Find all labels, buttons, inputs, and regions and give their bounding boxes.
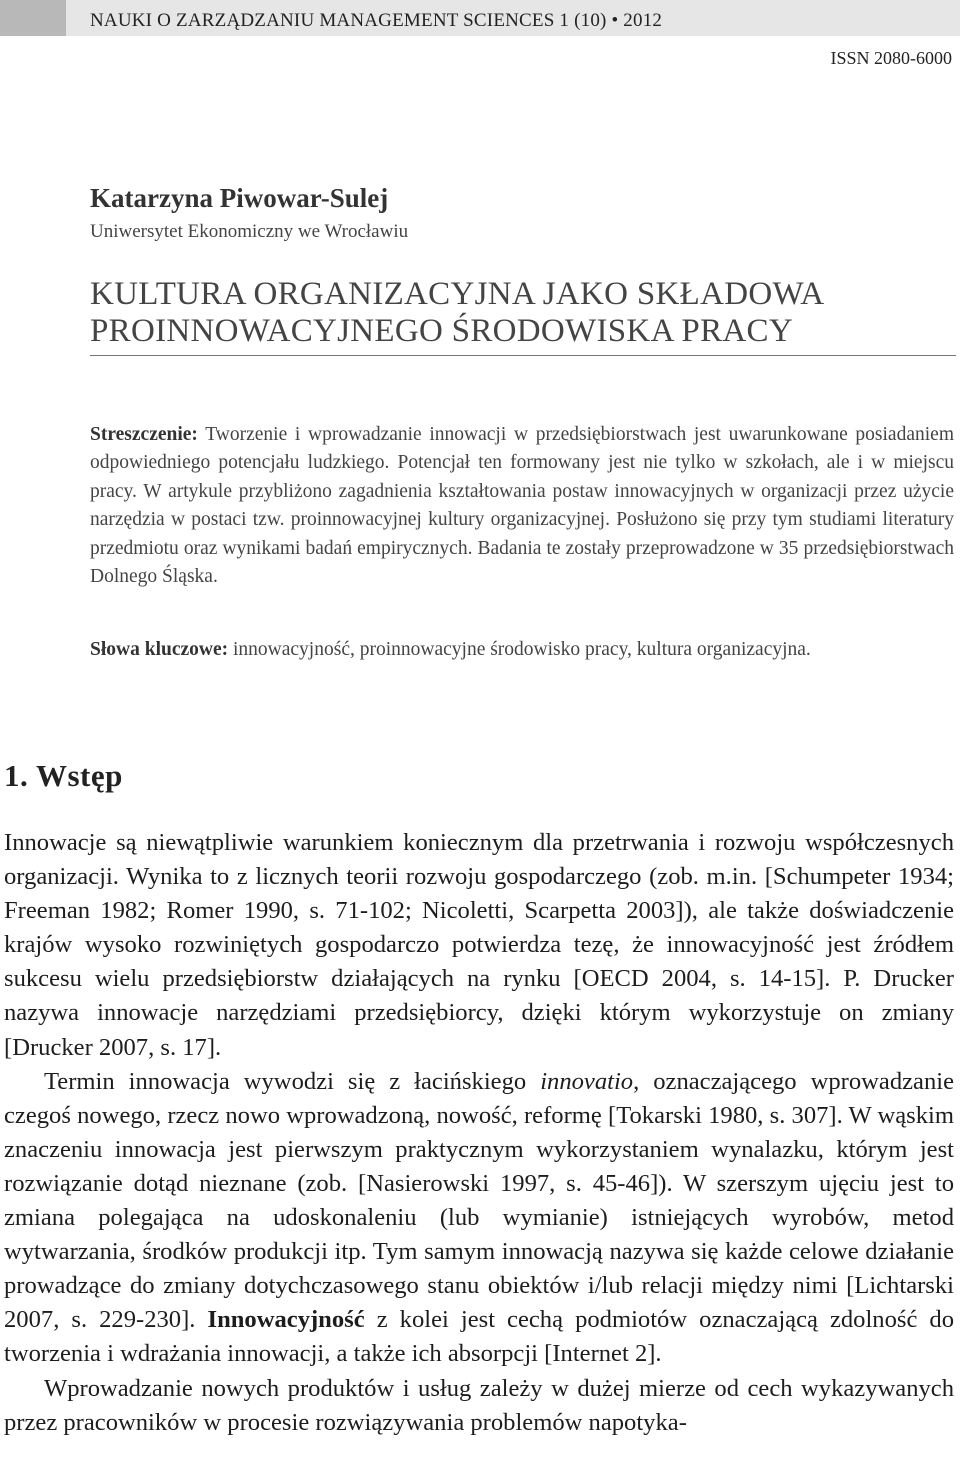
title-line-2: PROINNOWACYJNEGO ŚRODOWISKA PRACY [90,313,793,349]
article-title [90,276,950,350]
title-line-1: KULTURA ORGANIZACYJNA JAKO SKŁADOWA [90,276,825,312]
keywords-text: innowacyjność, proinnowacyjne środowisko pracy, kultura organizacyjna. [228,639,811,660]
section-heading: 1. Wstęp [4,758,123,793]
paragraph-2 [4,1065,954,1372]
p2-latin-term: innovatio [540,1067,634,1095]
author-affiliation: Uniwersytet Ekonomiczny we Wrocławiu [90,221,409,242]
author-name: Katarzyna Piwowar-Sulej [90,183,389,213]
p2-text-end: z kolei jest cechą podmiotów oznaczającą zdolność do tworzenia i wdrażania innowacji, a także ich absorpcji [Internet 2]. [4,1306,954,1368]
abstract [90,421,954,591]
abstract-text: Tworzenie i wprowadzanie innowacji w przedsiębiorstwach jest uwarunkowane posiadaniem odpowiedniego potencjału ludzkiego. Potencjał ten formowany jest nie tylko w szkołach, ale i w miejscu pracy. W artykule przybliżono zagadnienia kształtowania postaw innowacyjnych w organizacji przez użycie narzędzia w postaci tzw. proinnowacyjnej kultury organizacyjnej. Posłużono się przy tym studiami literatury przedmiotu oraz wynikami badań empirycznych. Badania te zostały przeprowadzone w 35 przedsiębiorstwach Dolnego Śląska. [90,424,954,588]
running-title: NAUKI O ZARZĄDZANIU MANAGEMENT SCIENCES 1 (10) • 2012 [90,10,663,31]
title-divider [90,355,956,356]
issn: ISSN 2080-6000 [830,48,952,68]
abstract-label: Streszczenie: [90,424,198,445]
header-gray-block [0,0,66,36]
journal-header [0,0,960,40]
p2-text-start: Termin innowacja wywodzi się z łacińskiego [44,1067,541,1095]
paragraph-1: Innowacje są niewątpliwie warunkiem koniecznym dla przetrwania i rozwoju współczesnych organizacji. Wynika to z licznych teorii rozwoju gospodarczego (zob. m.in. [Schumpeter 1934; Freeman 1982; Romer 1990, s. 71-102; Nicoletti, Scarpetta 2003]), ale także doświadczenie krajów wysoko rozwiniętych gospodarczo potwierdza tezę, że innowacyjność jest źródłem sukcesu wielu przedsiębiorstw działających na rynku [OECD 2004, s. 14-15]. P. Drucker nazywa innowacje narzędziami przedsiębiorcy, dzięki którym wykorzystuje on zmiany [Drucker 2007, s. 17]. [4,829,954,1061]
keywords [90,636,954,664]
keywords-label: Słowa kluczowe: [90,639,229,660]
p2-text-rest: , oznaczającego wprowadzanie czegoś nowego, rzecz nowo wprowadzoną, nowość, reformę [Tokarski 1980, s. 307]. W wąskim znaczeniu innowacja jest pierwszym praktycznym wykorzystaniem wynalazku, którym jest rozwiązanie dotąd nieznane (zob. [Nasierowski 1997, s. 45-46]). W szerszym ujęciu jest to zmiana polegająca na udoskonaleniu (lub wymianie) istniejących wyrobów, metod wytwarzania, środków produkcji itp. Tym samym innowacją nazywa się każde celowe działanie prowadzące do zmiany dotychczasowego stanu obiektów i/lub relacji między nimi [Lichtarski 2007, s. 229-230]. [4,1067,954,1334]
p2-bold-term: Innowacyjność [207,1306,365,1334]
paragraph-3: Wprowadzanie nowych produktów i usług zależy w dużej mierze od cech wykazywanych przez pracowników w procesie rozwiązywania problemów napotyka- [4,1374,954,1436]
body-text [4,826,954,1440]
